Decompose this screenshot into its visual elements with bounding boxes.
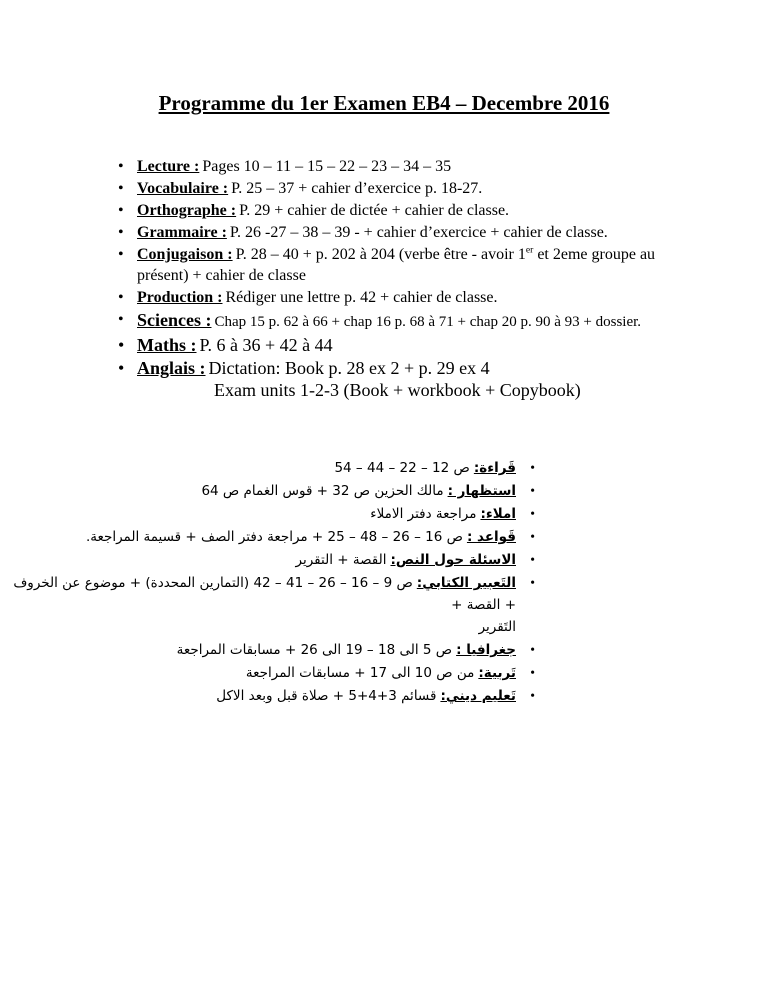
subject-label: قَواعد :	[466, 529, 516, 545]
list-item-vocabulaire	[118, 178, 663, 199]
document-title: Programme du 1er Examen EB4 – Decembre 2016	[158, 91, 610, 115]
subject-label: Lecture :	[137, 158, 200, 175]
bullet-icon: •	[530, 460, 535, 475]
subject-text: P. 6 à 36 + 42 à 44	[199, 335, 333, 355]
list-item-orthographe	[118, 200, 663, 221]
subject-label: جغرافيا :	[456, 642, 516, 658]
subject-label: استظهار :	[447, 483, 516, 499]
subject-label: Anglais :	[137, 358, 206, 378]
list-item-taalim-dini	[0, 685, 535, 707]
list-item-imla	[0, 503, 535, 525]
subject-label: Grammaire :	[137, 224, 227, 241]
bullet-icon: •	[530, 483, 535, 498]
subject-label: الاسئلة حول النص:	[390, 552, 516, 568]
list-item-qawaed	[0, 526, 535, 548]
bullet-icon: •	[118, 224, 124, 241]
subject-label: قَراءة:	[473, 460, 516, 476]
subject-text-pre: P. 28 – 40 + p. 202 à 204 (verbe être - avoir 1	[235, 246, 526, 263]
subject-text: قسائم 3+4+5 + صلاة قبل وبعد الاكل	[216, 688, 437, 704]
bullet-icon: •	[118, 180, 124, 197]
subject-text: P. 25 – 37 + cahier d’exercice p. 18-27.	[231, 180, 483, 197]
list-item-joghrafia	[0, 639, 535, 661]
subject-text: Dictation: Book p. 28 ex 2 + p. 29 ex 4	[208, 358, 490, 378]
subject-text: Chap 15 p. 62 à 66 + chap 16 p. 68 à 71 + chap 20 p. 90 à 93 + dossier.	[214, 314, 642, 330]
subject-text: ص 9 – 16 – 26 – 41 – 42 (التمارين المحددة) + موضوع عن الخروف + القصة +	[13, 575, 516, 613]
list-item-anglais	[118, 357, 663, 401]
subject-text: P. 29 + cahier de dictée + cahier de classe.	[239, 202, 510, 219]
list-item-lecture	[118, 156, 663, 177]
list-item-taabir-kitabi	[0, 572, 535, 638]
list-item-asila-hawl-alnass	[0, 549, 535, 571]
subject-text: من ص 10 الى 17 + مسابقات المراجعة	[245, 665, 475, 681]
subject-label: التَعبير الكتابي:	[416, 575, 516, 591]
list-item-istizhar	[0, 480, 535, 502]
subject-text: Rédiger une lettre p. 42 + cahier de classe.	[225, 289, 498, 306]
subject-text: مالك الحزين ص 32 + قوس الغمام ص 64	[201, 483, 444, 499]
subject-label: املاء:	[480, 506, 516, 522]
subject-label: Maths :	[137, 335, 197, 355]
list-item-qiraa	[0, 457, 535, 479]
subject-label: Vocabulaire :	[137, 180, 229, 197]
subject-text-line2: التَقرير	[478, 619, 516, 635]
list-item-conjugaison	[118, 244, 663, 286]
bullet-icon: •	[530, 575, 535, 590]
list-item-production	[118, 287, 663, 308]
subject-text: القصة + التقرير	[295, 552, 387, 568]
french-subjects-list	[118, 156, 663, 401]
list-item-tarbia	[0, 662, 535, 684]
bullet-icon: •	[530, 642, 535, 657]
subject-text: Pages 10 – 11 – 15 – 22 – 23 – 34 – 35	[202, 158, 452, 175]
subject-label: Orthographe :	[137, 202, 237, 219]
subject-label: Sciences :	[137, 310, 212, 330]
bullet-icon: •	[118, 158, 124, 175]
bullet-icon: •	[530, 688, 535, 703]
bullet-icon: •	[530, 665, 535, 680]
bullet-icon: •	[530, 529, 535, 544]
bullet-icon: •	[530, 506, 535, 521]
list-item-sciences	[118, 309, 663, 333]
subject-label: تَربية:	[478, 665, 516, 681]
bullet-icon: •	[118, 335, 125, 355]
superscript-er: er	[525, 244, 534, 256]
subject-text: ص 12 – 22 – 44 – 54	[334, 460, 470, 476]
bullet-icon: •	[118, 311, 124, 328]
list-item-maths	[118, 334, 663, 356]
subject-text: ص 16 – 26 – 48 – 25 + مراجعة دفتر الصف + قسيمة المراجعة.	[85, 529, 463, 545]
subject-text: P. 26 -27 – 38 – 39 - + cahier d’exercice + cahier de classe.	[229, 224, 608, 241]
arabic-subjects-list	[0, 457, 535, 707]
bullet-icon: •	[530, 552, 535, 567]
subject-label: تَعليم ديني:	[440, 688, 516, 704]
subject-label: Production :	[137, 289, 223, 306]
subject-text-post: et 2eme groupe au présent) + cahier de classe	[137, 246, 656, 284]
subject-text-line2: Exam units 1-2-3 (Book + workbook + Copybook)	[214, 380, 581, 400]
bullet-icon: •	[118, 358, 125, 378]
subject-text: ص 5 الى 18 – 19 الى 26 + مسابقات المراجعة	[176, 642, 453, 658]
subject-text: مراجعة دفتر الاملاء	[370, 506, 477, 522]
bullet-icon: •	[118, 202, 124, 219]
bullet-icon: •	[118, 246, 124, 263]
list-item-grammaire	[118, 222, 663, 243]
bullet-icon: •	[118, 289, 124, 306]
subject-label: Conjugaison :	[137, 246, 233, 263]
